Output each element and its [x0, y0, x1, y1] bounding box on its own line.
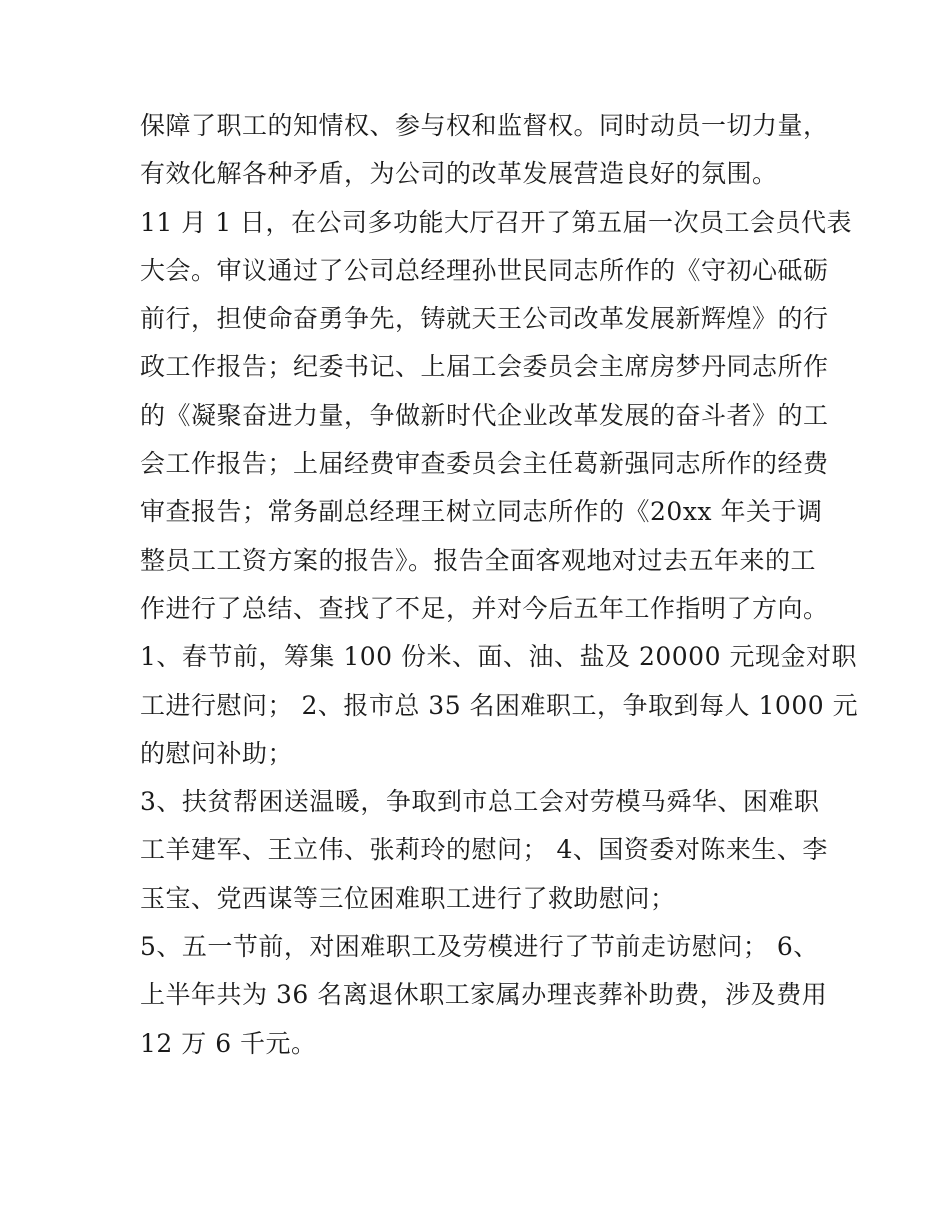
text-line-17: 玉宝、党西谋等三位困难职工进行了救助慰问；	[140, 883, 676, 913]
text-line-19: 上半年共为 36 名离退休职工家属办理丧葬补助费，涉及费用	[140, 980, 828, 1010]
text-line-12: 1、春节前，筹集 100 份米、面、油、盐及 20000 元现金对职	[140, 642, 857, 672]
text-line-2: 有效化解各种矛盾，为公司的改革发展营造良好的氛围。	[140, 159, 778, 189]
text-line-11: 作进行了总结、查找了不足，并对今后五年工作指明了方向。	[140, 593, 829, 623]
text-line-5: 前行，担使命奋勇争先，铸就天王公司改革发展新辉煌》的行	[140, 304, 829, 334]
text-line-14: 的慰问补助；	[140, 738, 294, 768]
text-line-13: 工进行慰问； 2、报市总 35 名困难职工，争取到每人 1000 元	[140, 690, 859, 720]
document-body	[140, 102, 859, 1068]
text-line-3: 11 月 1 日，在公司多功能大厅召开了第五届一次员工会员代表	[140, 207, 853, 237]
text-line-9: 审查报告；常务副总经理王树立同志所作的《20xx 年关于调	[140, 497, 823, 527]
text-line-8: 会工作报告；上届经费审查委员会主任葛新强同志所作的经费	[140, 449, 829, 479]
text-line-16: 工羊建军、王立伟、张莉玲的慰问； 4、国资委对陈来生、李	[140, 835, 828, 865]
text-line-7: 的《凝聚奋进力量，争做新时代企业改革发展的奋斗者》的工	[140, 400, 829, 430]
text-line-15: 3、扶贫帮困送温暖，争取到市总工会对劳模马舜华、困难职	[140, 787, 820, 817]
text-line-18: 5、五一节前，对困难职工及劳模进行了节前走访慰问； 6、	[140, 932, 819, 962]
text-line-1: 保障了职工的知情权、参与权和监督权。同时动员一切力量，	[140, 111, 829, 140]
text-line-10: 整员工工资方案的报告》。报告全面客观地对过去五年来的工	[140, 545, 817, 575]
text-line-20: 12 万 6 千元。	[140, 1028, 317, 1058]
text-line-6: 政工作报告；纪委书记、上届工会委员会主席房梦丹同志所作	[140, 352, 829, 382]
text-line-4: 大会。审议通过了公司总经理孙世民同志所作的《守初心砥砺	[140, 255, 829, 285]
